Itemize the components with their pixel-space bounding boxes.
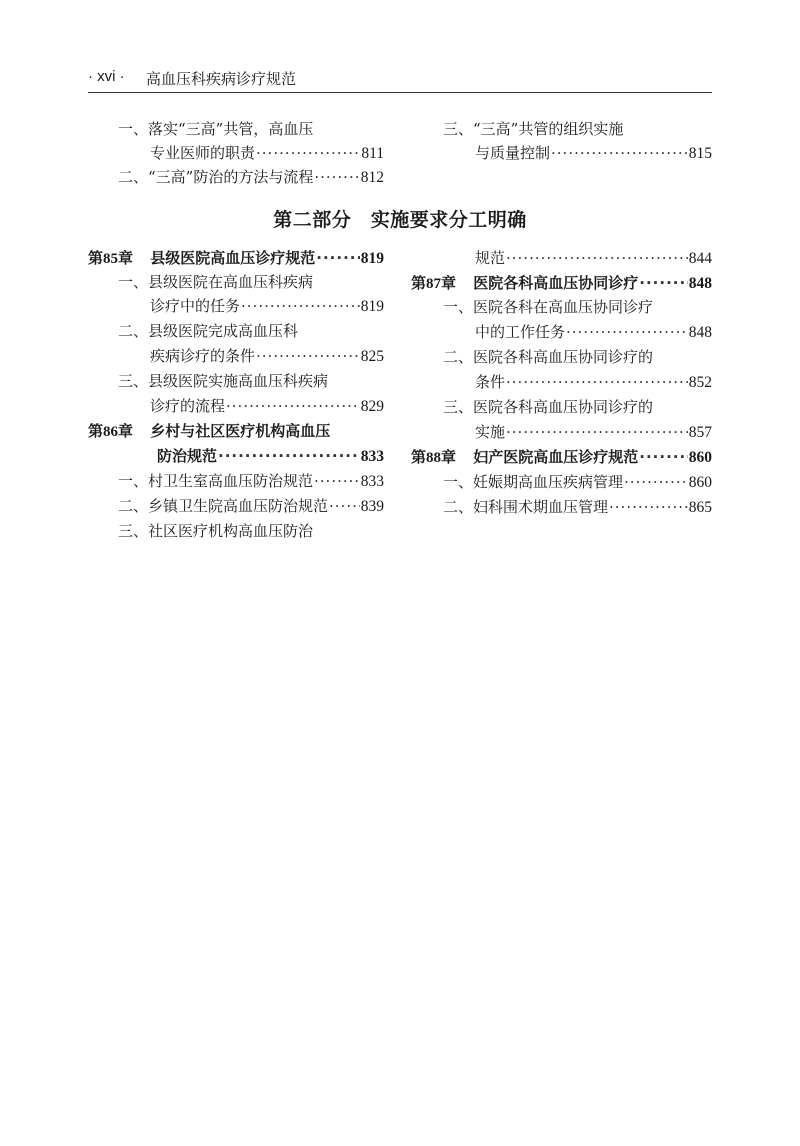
leader-dots [506,420,688,444]
leader-dots [639,445,687,469]
chapter-85-entry[interactable]: 第85章 县级医院高血压诊疗规范 ····· 819 [88,246,384,270]
toc-entry-line[interactable]: 规范 ····· 844 [475,246,712,270]
toc-entry-line[interactable]: 专业医师的职责 ····· 811 [150,141,384,165]
toc-entry-line[interactable]: 防治规范 ····· 833 [157,444,384,468]
book-title: 高血压科疾病诊疗规范 [146,71,297,88]
toc-entry-line[interactable]: 一、落实“三高”共管，高血压 [118,120,314,138]
toc-page-number: 865 [688,499,712,516]
toc-page-number: 829 [360,398,384,415]
toc-entry-line[interactable]: 条件 ····· 852 [475,370,712,394]
part-heading: 第二部分 实施要求分工明确 [273,209,527,231]
toc-entry-line[interactable]: 二、乡镇卫生院高血压防治规范 ····· 839 [118,494,384,518]
chapter-86-entry[interactable]: 第86章 乡村与社区医疗机构高血压 [88,422,331,440]
leader-dots [624,470,688,494]
chapter-title: 县级医院高血压诊疗规范 [150,249,316,267]
leader-dots [639,271,687,295]
toc-page-number: 812 [360,169,384,186]
toc-entry-line[interactable]: 一、县级医院在高血压科疾病 [118,273,314,291]
toc-entry-line[interactable]: 二、县级医院完成高血压科 [118,322,299,340]
toc-entry-line[interactable]: 三、医院各科高血压协同诊疗的 [443,398,654,416]
leader-dots [241,294,360,318]
toc-page-number: 857 [688,424,712,441]
toc-page-number: 848 [688,324,712,341]
toc-page-number: 819 [360,298,384,315]
chapter-88-entry[interactable]: 第88章 妇产医院高血压诊疗规范 ····· 860 [411,445,712,469]
toc-entry-line[interactable]: 三、社区医疗机构高血压防治 [118,522,314,540]
chapter-title: 医院各科高血压协同诊疗 [473,274,639,292]
toc-page-number: 819 [360,250,384,267]
leader-dots [314,469,360,493]
toc-entry-line[interactable]: 诊疗中的任务 ····· 819 [150,294,384,318]
toc-entry-line[interactable]: 二、妇科围术期血压管理 ····· 865 [443,495,712,519]
toc-entry-line[interactable]: 与质量控制 ····· 815 [475,141,712,165]
toc-page-number: 860 [688,449,712,466]
toc-page-number: 833 [360,473,384,490]
leader-dots [551,141,688,165]
running-header [88,64,712,92]
leader-dots [506,246,688,270]
toc-entry-line[interactable]: 实施 ····· 857 [475,420,712,444]
page-number-label: · xvi · [88,68,125,85]
toc-entry-line[interactable]: 中的工作任务 ····· 848 [475,320,712,344]
toc-entry-line[interactable]: 诊疗的流程 ····· 829 [150,394,384,418]
toc-page-number: 839 [360,498,384,515]
leader-dots [506,370,688,394]
toc-entry-line[interactable]: 三、“三高”共管的组织实施 [443,120,624,138]
toc-entry-line[interactable]: 疾病诊疗的条件 ····· 825 [150,344,384,368]
toc-page-number: 852 [688,374,712,391]
leader-dots [566,320,688,344]
toc-entry-line[interactable]: 二、“三高”防治的方法与流程 ····· 812 [118,165,384,189]
toc-page-number: 860 [688,474,712,491]
toc-page-number: 815 [688,145,712,162]
leader-dots [316,246,359,270]
toc-entry-line[interactable]: 二、医院各科高血压协同诊疗的 [443,348,654,366]
header-rule [88,92,712,93]
toc-page-number: 833 [360,448,384,465]
leader-dots [256,141,360,165]
leader-dots [609,495,688,519]
leader-dots [314,165,359,189]
toc-entry-line[interactable]: 三、县级医院实施高血压科疾病 [118,372,329,390]
leader-dots [256,344,360,368]
chapter-title: 乡村与社区医疗机构高血压 [150,422,331,440]
toc-page-number: 811 [361,145,384,162]
toc-entry-line[interactable]: 一、医院各科在高血压协同诊疗 [443,298,654,316]
leader-dots [218,444,360,468]
toc-page-number: 825 [360,348,384,365]
leader-dots [329,494,360,518]
toc-entry-line[interactable]: 一、妊娠期高血压疾病管理 ····· 860 [443,470,712,494]
toc-entry-line[interactable]: 一、村卫生室高血压防治规范 ····· 833 [118,469,384,493]
toc-page-number: 848 [688,275,712,292]
chapter-87-entry[interactable]: 第87章 医院各科高血压协同诊疗 ····· 848 [411,271,712,295]
chapter-title: 妇产医院高血压诊疗规范 [473,448,639,466]
toc-page-number: 844 [688,250,712,267]
leader-dots [226,394,360,418]
